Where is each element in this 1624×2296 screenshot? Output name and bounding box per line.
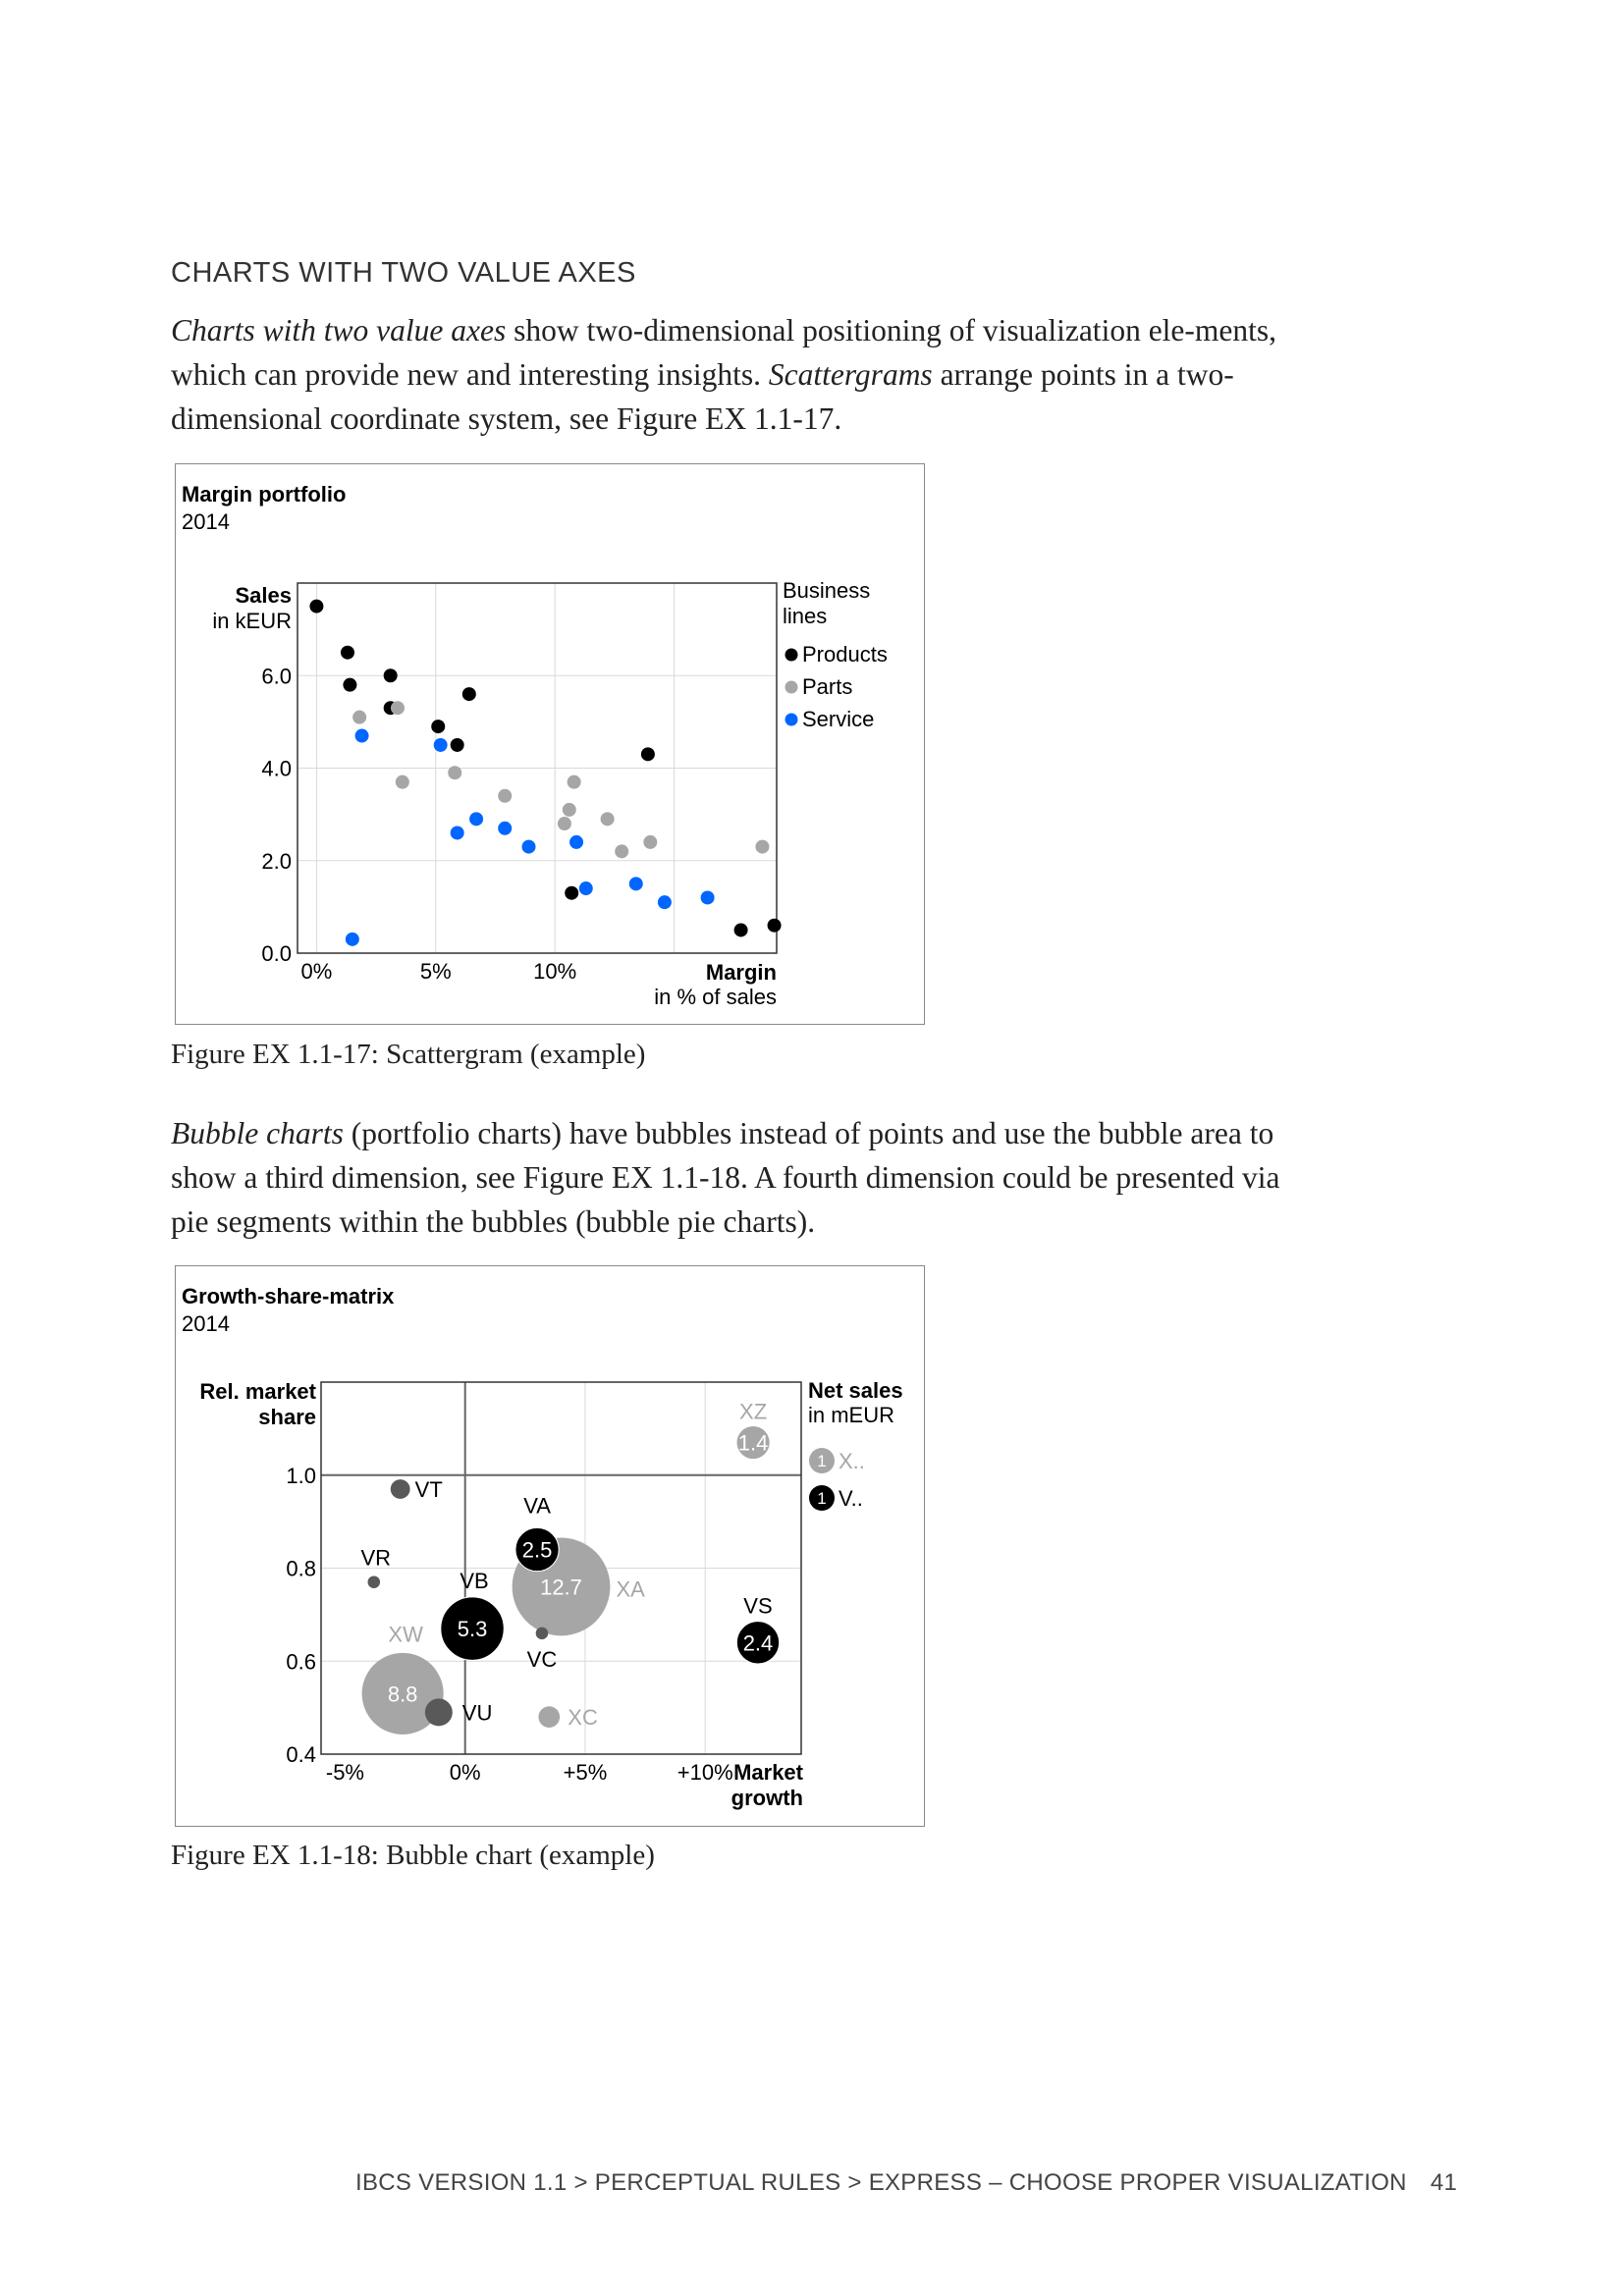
bubble-name-label: VC — [526, 1646, 558, 1672]
data-point — [641, 747, 655, 761]
page-footer — [355, 2169, 1457, 2197]
bubble-name-label: VS — [743, 1593, 773, 1619]
data-point — [579, 881, 593, 895]
data-point — [343, 678, 356, 692]
bubble — [538, 1706, 560, 1728]
y-axis-label: Sales — [235, 583, 292, 608]
bubble-value-label: 12.7 — [540, 1575, 582, 1600]
data-point — [469, 812, 483, 826]
legend-sample-value: 1 — [817, 1489, 827, 1508]
data-point — [701, 890, 715, 904]
data-point — [755, 840, 769, 854]
page-number: 41 — [1430, 2169, 1458, 2196]
y-axis-unit: in kEUR — [212, 609, 292, 633]
section-heading: CHARTS WITH TWO VALUE AXES — [171, 257, 636, 289]
data-point — [615, 844, 628, 858]
bubble-name-label: VR — [360, 1545, 392, 1571]
data-point — [565, 886, 578, 900]
bubble-name-label: XZ — [739, 1399, 768, 1424]
bubble-name-label: XA — [616, 1576, 645, 1602]
x-tick-label: +10% — [677, 1760, 733, 1785]
bubble-value-label: 1.4 — [737, 1430, 769, 1456]
legend-label: Products — [802, 642, 888, 667]
data-point — [352, 711, 366, 724]
chart-title: Growth-share-matrix — [182, 1284, 395, 1308]
footer-breadcrumb: IBCS VERSION 1.1 > PERCEPTUAL RULES > EXPRESS – CHOOSE PROPER VISUALIZATION — [355, 2169, 1407, 2196]
bubble — [425, 1698, 453, 1726]
data-point — [346, 933, 359, 946]
bubble-name-label: VB — [460, 1569, 489, 1594]
chart-title: Margin portfolio — [182, 482, 347, 507]
data-point — [384, 668, 398, 682]
bubble-name-label: VT — [414, 1476, 443, 1502]
legend-title: Business lines — [783, 578, 871, 628]
y-tick-label: 0.6 — [286, 1649, 316, 1675]
legend-marker — [785, 681, 798, 694]
size-legend-title: Net sales — [808, 1378, 903, 1403]
data-point — [643, 835, 657, 849]
legend-label: X.. — [839, 1449, 865, 1473]
y-tick-label: 0.4 — [286, 1742, 316, 1767]
paragraph-text: (portfolio charts) have bubbles instead of points and use the bubble area to show a third dimension, see Figure EX 1.1-18. A fourth dimension could be presented via pie segments within the bubbles (bubble pie charts). — [171, 1116, 1280, 1239]
chart-subtitle: 2014 — [182, 509, 230, 534]
legend-label: Service — [802, 707, 875, 731]
data-point — [434, 738, 448, 752]
data-point — [451, 826, 464, 839]
x-tick-label: 5% — [419, 959, 452, 984]
bubble — [368, 1575, 381, 1588]
paragraph-text: show two-dimensional positioning of visualization ele-ments, which can provide new and interesting insights. — [171, 313, 1277, 392]
bubble-paragraph — [171, 1111, 1300, 1244]
bubble-name-label: VA — [523, 1493, 551, 1519]
y-tick-label: 0.8 — [286, 1556, 316, 1581]
figure-caption: Figure EX 1.1-18: Bubble chart (example) — [171, 1840, 655, 1871]
figure-caption: Figure EX 1.1-17: Scattergram (example) — [171, 1039, 646, 1070]
paragraph-text: arrange points in a two-dimensional coordinate system, see Figure EX 1.1-17. — [171, 357, 1234, 436]
emphasis-term: Bubble charts — [171, 1116, 344, 1150]
bubble-chart — [176, 1266, 926, 1828]
data-point — [734, 923, 748, 936]
bubble-name-label: VU — [461, 1700, 493, 1726]
legend-marker — [785, 714, 798, 726]
bubble-value-label: 2.4 — [742, 1630, 774, 1656]
x-axis-label: Market growth — [731, 1760, 803, 1810]
data-point — [341, 646, 354, 660]
y-tick-label: 2.0 — [261, 848, 292, 874]
data-point — [498, 822, 512, 835]
x-axis-unit: in % of sales — [654, 985, 777, 1009]
y-tick-label: 1.0 — [286, 1463, 316, 1488]
y-tick-label: 0.0 — [261, 941, 292, 966]
scatter-chart — [176, 464, 926, 1026]
y-axis-label: Rel. market share — [199, 1379, 316, 1429]
x-tick-label: 10% — [533, 959, 577, 984]
data-point — [451, 738, 464, 752]
data-point — [355, 729, 369, 743]
y-tick-label: 6.0 — [261, 664, 292, 689]
scattergram-figure — [175, 463, 925, 1025]
bubble-value-label: 2.5 — [521, 1537, 553, 1563]
data-point — [498, 789, 512, 803]
data-point — [658, 895, 672, 909]
chart-subtitle: 2014 — [182, 1311, 230, 1336]
data-point — [569, 835, 583, 849]
data-point — [391, 701, 405, 715]
y-tick-label: 4.0 — [261, 756, 292, 781]
legend-marker — [785, 649, 798, 662]
bubble-chart-figure — [175, 1265, 925, 1827]
legend-label: Parts — [802, 674, 853, 699]
data-point — [431, 720, 445, 733]
bubble — [536, 1628, 549, 1640]
bubble-name-label: XW — [388, 1622, 423, 1647]
data-point — [768, 919, 782, 933]
data-point — [396, 775, 409, 789]
bubble-value-label: 8.8 — [387, 1682, 418, 1707]
data-point — [522, 840, 536, 854]
bubble — [391, 1479, 410, 1499]
legend-sample-value: 1 — [817, 1452, 827, 1470]
data-point — [462, 687, 476, 701]
emphasis-term: Scattergrams — [768, 357, 933, 392]
x-tick-label: 0% — [300, 959, 333, 984]
bubble-name-label: XC — [568, 1705, 598, 1731]
x-axis-label: Margin — [705, 960, 777, 985]
data-point — [563, 803, 576, 817]
x-tick-label: -5% — [325, 1760, 365, 1785]
data-point — [629, 877, 643, 890]
intro-paragraph — [171, 308, 1300, 441]
data-point — [448, 766, 461, 779]
size-legend-unit: in mEUR — [808, 1403, 895, 1427]
data-point — [568, 775, 581, 789]
legend-label: V.. — [839, 1486, 863, 1511]
emphasis-term: Charts with two value axes — [171, 313, 507, 347]
data-point — [309, 600, 323, 614]
data-point — [558, 817, 571, 830]
data-point — [601, 812, 615, 826]
bubble-value-label: 5.3 — [457, 1617, 488, 1642]
x-tick-label: 0% — [449, 1760, 481, 1785]
x-tick-label: +5% — [563, 1760, 608, 1785]
